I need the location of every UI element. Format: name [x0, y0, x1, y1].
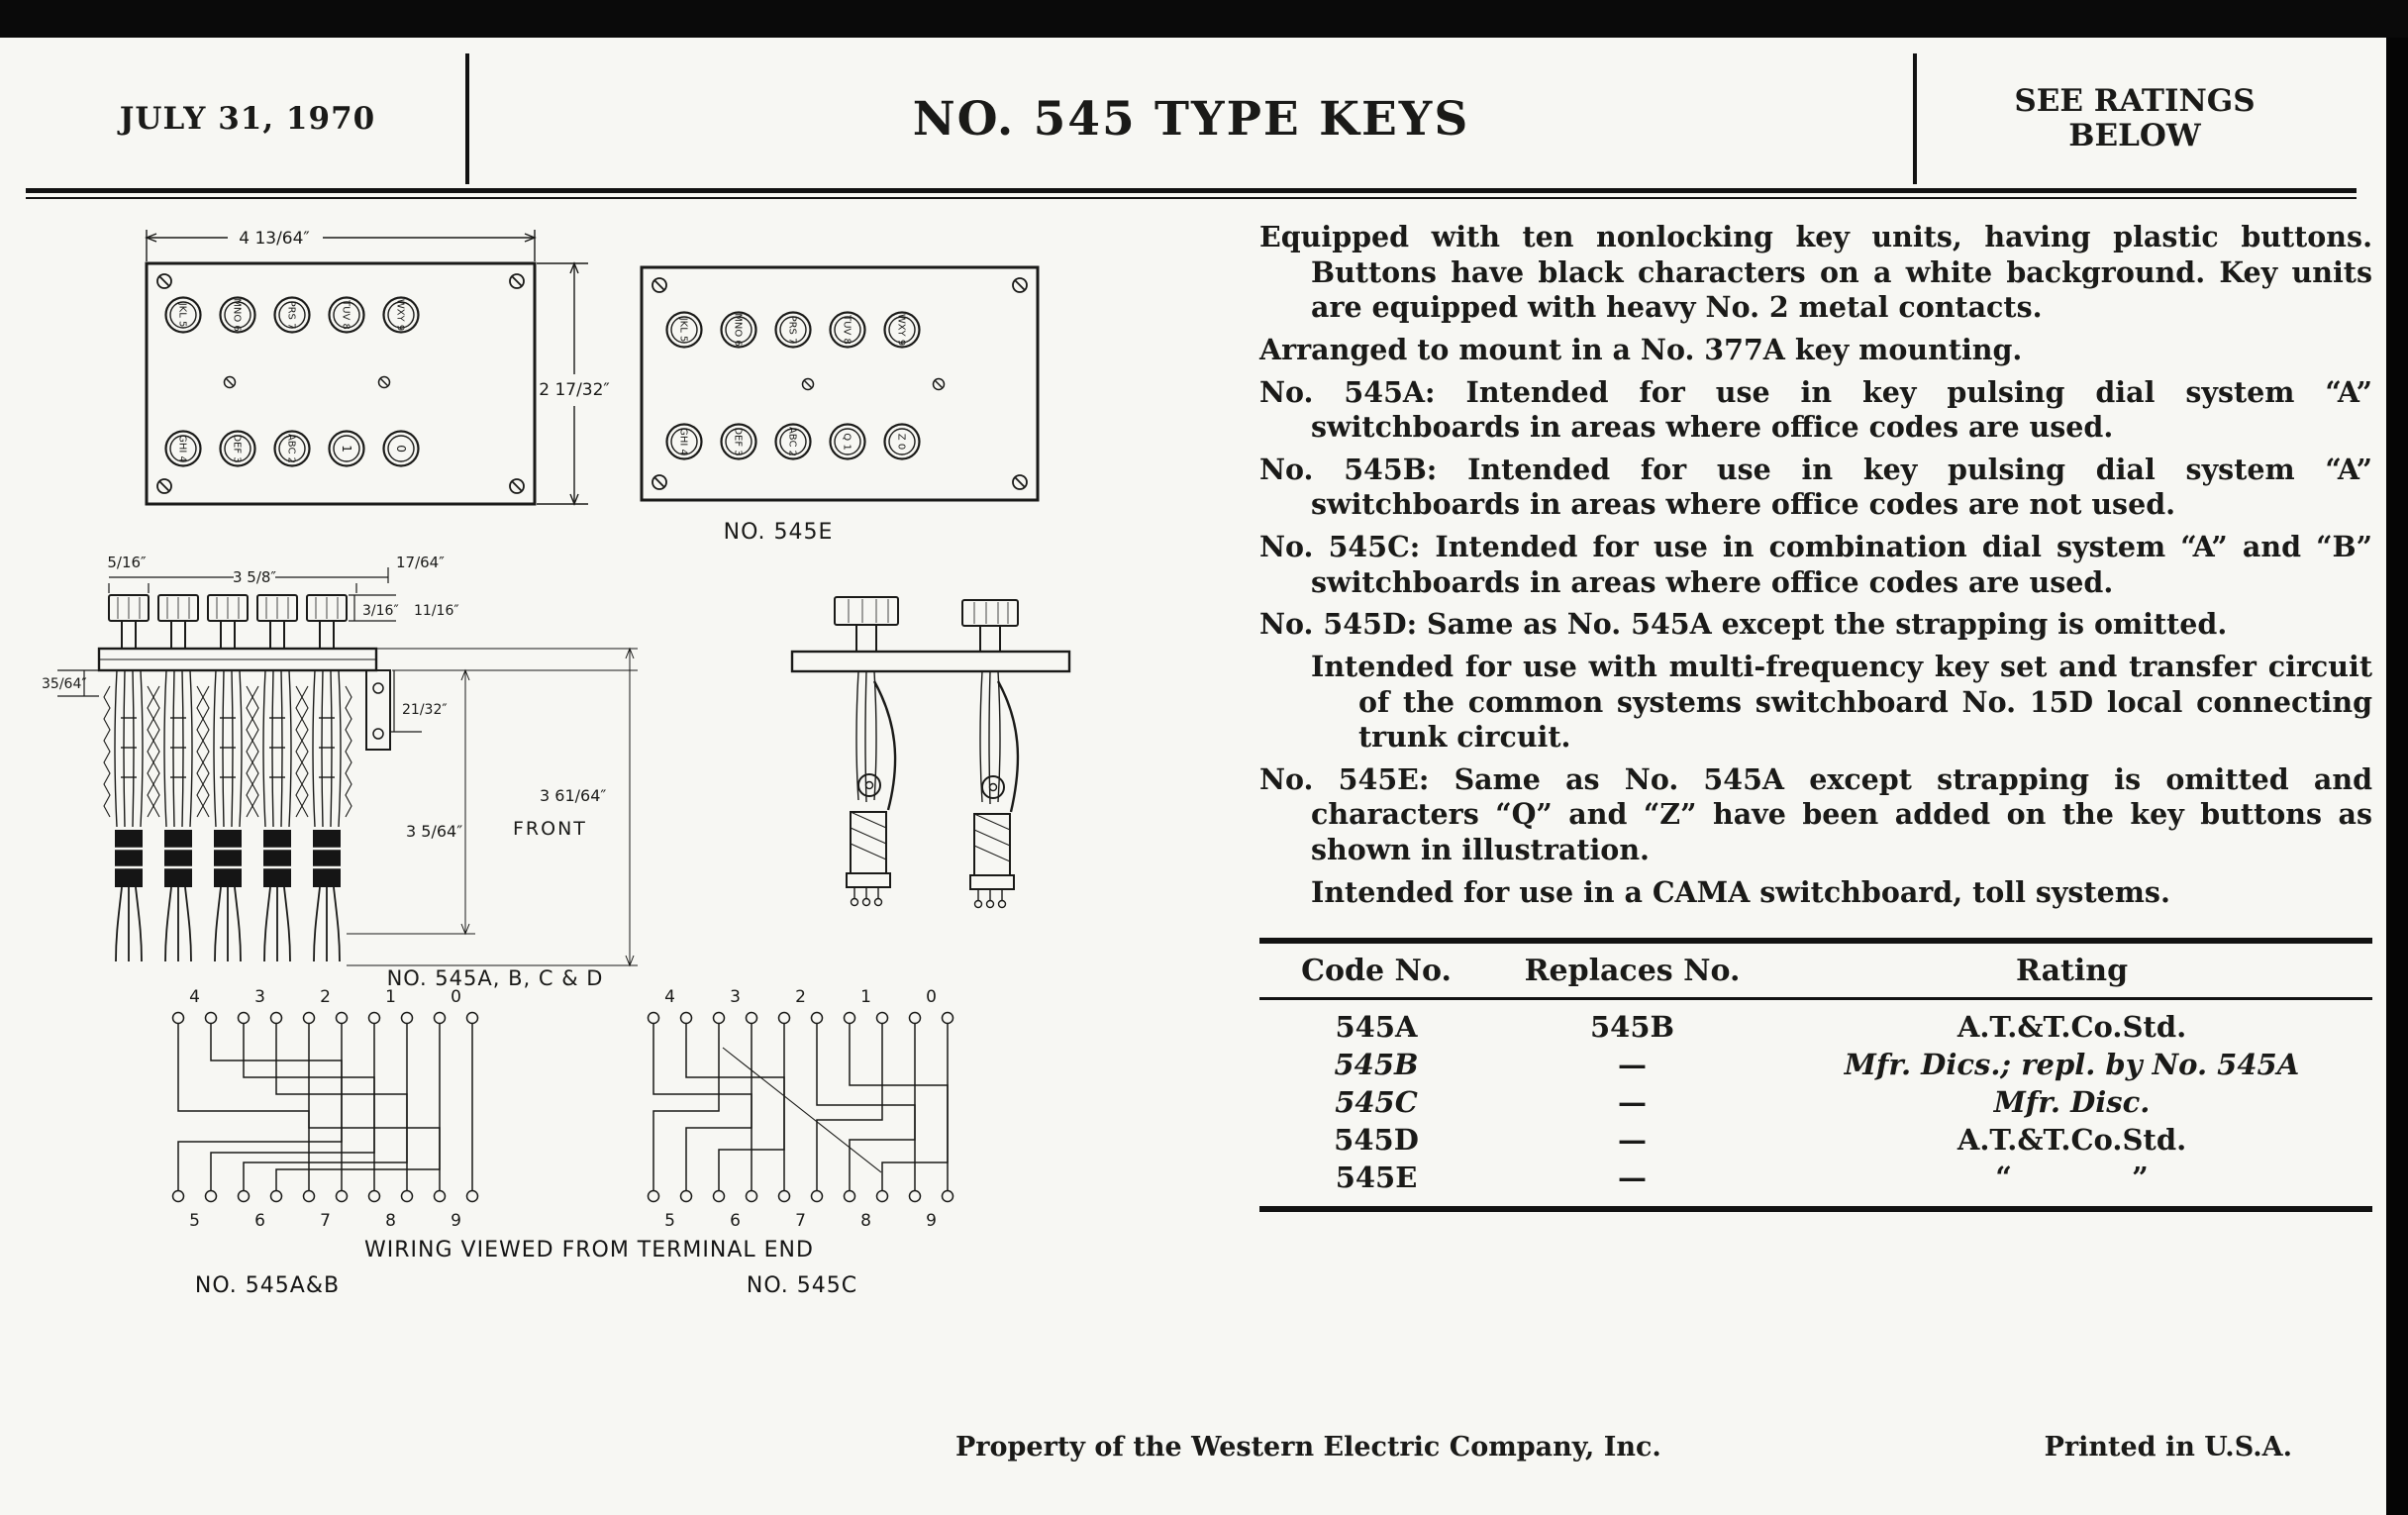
cell-rating: A.T.&T.Co.Std.	[1956, 1123, 2187, 1158]
key-button-label: WXY 9	[394, 298, 406, 332]
mid-screws	[225, 377, 390, 388]
cell-replaces: —	[1618, 1048, 1648, 1082]
ratings-table-header-row	[1259, 941, 2372, 999]
spec-paragraph: Intended for use with multi-frequency key set and transfer circuit of the common systems switchboard No. 15D local connecting trunk circuit.	[1311, 649, 2372, 755]
cell-code: 545B	[1334, 1048, 1419, 1082]
cell-replaces: —	[1618, 1161, 1648, 1195]
bracket-dimension	[390, 670, 422, 732]
key-button-label: WXY 9	[895, 313, 907, 347]
table-row	[1259, 1046, 2372, 1083]
scan-edge-top	[0, 0, 2408, 38]
spec-paragraph: Intended for use in a CAMA switchboard, toll systems.	[1311, 874, 2170, 909]
wiring-caption: WIRING VIEWED FROM TERMINAL END	[364, 1238, 814, 1262]
dim-label: 17/64″	[396, 554, 445, 571]
dim-label: 35/64″	[42, 676, 87, 692]
table-row	[1259, 999, 2372, 1047]
ratings-note-line2: BELOW	[2068, 118, 2201, 153]
table-row	[1259, 1083, 2372, 1121]
terminals-bottom	[173, 1176, 478, 1202]
keypad-face-drawing	[79, 216, 653, 562]
side-plate	[792, 652, 1069, 671]
dim-label: 21/32″	[402, 702, 448, 718]
cell-code: 545E	[1335, 1161, 1418, 1195]
terminal-number: 2	[795, 987, 806, 1007]
key-button-label: GHI 4	[176, 435, 188, 462]
terminal-number: 0	[926, 987, 937, 1007]
terminal-number: 9	[926, 1211, 937, 1231]
terminal-number: 6	[730, 1211, 741, 1231]
dim-label: 3 5/64″	[406, 822, 463, 841]
wiring-mesh	[178, 1038, 472, 1176]
cell-rating: “ ”	[1995, 1161, 2149, 1195]
col-header-rating: Rating	[1771, 941, 2372, 999]
terminal-number: 5	[189, 1211, 200, 1231]
cell-code: 545A	[1335, 1010, 1418, 1045]
cell-code: 545C	[1335, 1085, 1418, 1120]
page-title: NO. 545 TYPE KEYS	[912, 91, 1470, 147]
dim-label: 2 17/32″	[539, 380, 610, 400]
wiring-mesh	[653, 1038, 948, 1176]
terminals-bottom	[649, 1176, 953, 1202]
dim-label: 3 61/64″	[540, 786, 607, 805]
terminal-number: 7	[795, 1211, 806, 1231]
terminal-number: 1	[860, 987, 871, 1007]
key-button-label: JKL 5	[176, 302, 188, 328]
cell-replaces: 545B	[1590, 1010, 1675, 1045]
mechanism-front-drawing	[40, 538, 733, 1003]
side-key-right	[962, 600, 1018, 908]
spec-paragraph: No. 545B: Intended for use in key pulsing dial system “A” switchboards in areas where office codes are not used.	[1259, 452, 2372, 522]
wiring-label-545c: NO. 545C	[746, 1273, 858, 1298]
key-button-label: JKL 5	[677, 317, 689, 343]
doc-date: JULY 31, 1970	[119, 101, 376, 137]
cell-replaces: —	[1618, 1123, 1648, 1158]
key-button-label: 0	[394, 445, 408, 453]
header-title-cell	[465, 53, 1917, 184]
key-button-label: Z 0	[895, 433, 907, 451]
key-button-label: GHI 4	[677, 428, 689, 455]
side-key-left	[835, 597, 898, 906]
key-button-label: Q 1	[841, 433, 853, 451]
wiring-diagram-545ab	[153, 986, 500, 1232]
cell-code: 545D	[1334, 1123, 1419, 1158]
spec-paragraph: Equipped with ten nonlocking key units, having plastic buttons. Buttons have black characters on a white background. Key units are equipped with heavy No. 2 metal contacts.	[1259, 220, 2372, 325]
key-button-label: DEF 3	[732, 427, 744, 456]
cell-replaces: —	[1618, 1085, 1648, 1120]
spec-paragraph: No. 545C: Intended for use in combination dial system “A” and “B” switchboards in areas where office codes are used.	[1259, 530, 2372, 599]
mounting-bracket	[366, 670, 390, 750]
terminal-number: 5	[664, 1211, 675, 1231]
keypad-545e-drawing	[630, 246, 1055, 553]
terminal-number: 1	[385, 987, 396, 1007]
spec-paragraph: No. 545A: Intended for use in key pulsing dial system “A” switchboards in areas where office codes are used.	[1259, 374, 2372, 445]
header	[30, 53, 2353, 184]
front-view-label: FRONT	[513, 818, 587, 840]
wiring-label-545ab: NO. 545A&B	[194, 1273, 341, 1298]
footer-printed-note: Printed in U.S.A.	[2044, 1432, 2292, 1463]
cell-rating: Mfr. Disc.	[1993, 1085, 2151, 1120]
cell-rating: A.T.&T.Co.Std.	[1956, 1010, 2187, 1045]
terminal-number: 8	[860, 1211, 871, 1231]
key-button-label: ABC 2	[285, 433, 297, 464]
header-date-cell	[30, 53, 465, 184]
drawing-label-545abcd: NO. 545A, B, C & D	[386, 966, 604, 990]
key-button-label: PRS 7	[285, 300, 297, 330]
spec-text-column	[1259, 220, 2372, 1212]
width-dimension	[147, 230, 535, 261]
key-button-label: 1	[340, 445, 353, 453]
col-header-replaces: Replaces No.	[1493, 941, 1771, 999]
terminal-number: 9	[451, 1211, 461, 1231]
key-button-label: TUV 8	[841, 315, 853, 345]
header-rule	[26, 188, 2357, 199]
col-header-code: Code No.	[1259, 941, 1493, 999]
wiring-diagram-545c	[629, 986, 975, 1232]
key-button-label: TUV 8	[340, 300, 351, 330]
spec-paragraph: No. 545D: Same as No. 545A except the strapping is omitted.	[1259, 607, 2228, 642]
key-button-label: MNO 6	[231, 298, 243, 332]
terminals-top	[173, 1013, 478, 1039]
dim-label: 5/16″	[107, 554, 147, 571]
key-button-label: MNO 6	[732, 313, 744, 347]
terminals-top	[649, 1013, 953, 1039]
mechanism-side-drawing	[767, 553, 1094, 998]
key-button-label: DEF 3	[231, 434, 243, 463]
document-page	[0, 38, 2386, 1515]
terminal-number: 4	[189, 987, 200, 1007]
dim-label: 11/16″	[414, 603, 459, 619]
dim-label: 4 13/64″	[239, 229, 310, 249]
terminal-number: 2	[320, 987, 331, 1007]
table-row	[1259, 1159, 2372, 1209]
key-button-label: PRS 7	[786, 315, 798, 345]
dim-label: 3/16″	[362, 603, 399, 619]
dim-label: 3 5/8″	[232, 568, 277, 586]
key-button-label: ABC 2	[786, 426, 798, 457]
terminal-number: 3	[254, 987, 265, 1007]
terminal-number: 3	[730, 987, 741, 1007]
keyplate-outline	[642, 267, 1038, 500]
terminal-number: 8	[385, 1211, 396, 1231]
footer-property-note: Property of the Western Electric Company, Inc.	[955, 1432, 1661, 1463]
terminal-number: 7	[320, 1211, 331, 1231]
table-row	[1259, 1121, 2372, 1159]
terminal-number: 4	[664, 987, 675, 1007]
terminal-number: 0	[451, 987, 461, 1007]
spec-paragraph: No. 545E: Same as No. 545A except strapping is omitted and characters “Q” and “Z” have been added on the key buttons as shown in illustration.	[1259, 761, 2372, 866]
ratings-note-line1: SEE RATINGS	[2014, 83, 2256, 120]
ratings-table	[1259, 938, 2372, 1212]
drawing-label-545e: NO. 545E	[723, 520, 834, 545]
header-ratings-cell	[1917, 53, 2353, 184]
spec-paragraph: Arranged to mount in a No. 377A key mounting.	[1259, 332, 2023, 366]
mid-screws	[803, 379, 945, 390]
terminal-number: 6	[254, 1211, 265, 1231]
cell-rating: Mfr. Dics.; repl. by No. 545A	[1844, 1048, 2300, 1082]
